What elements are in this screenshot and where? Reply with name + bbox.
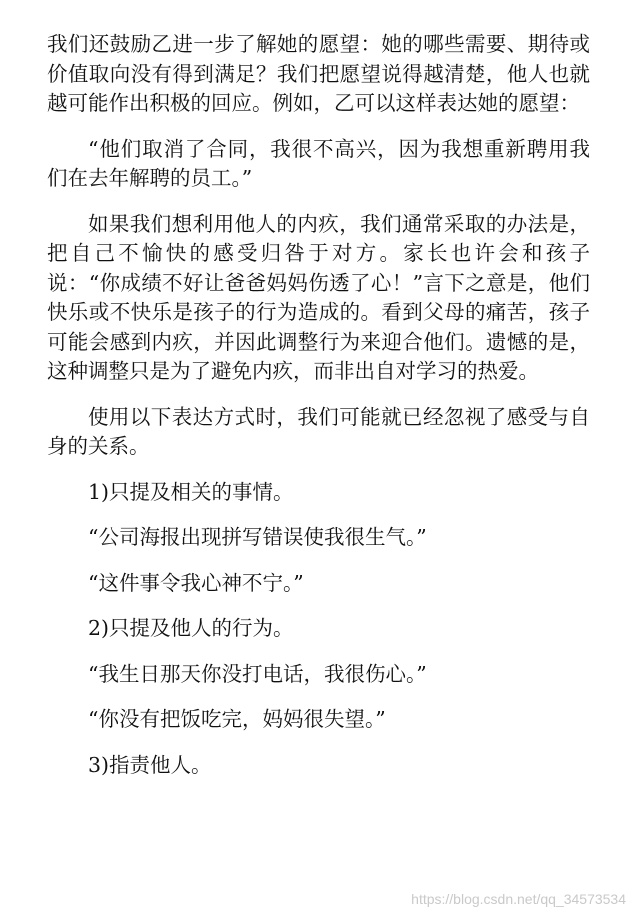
paragraph-guilt: 如果我们想利用他人的内疚，我们通常采取的办法是，把自己不愉快的感受归咎于对方。家长也许会和孩子说：“你成绩不好让爸爸妈妈伤透了心！”言下之意是，他们快乐或不快乐是孩子的行为造成的。看到父母的痛苦，孩子可能会感到内疚，并因此调整行为来迎合他们。遗憾的是，这种调整只是为了避免内疚，而非出自对学习的热爱。 [47, 211, 590, 383]
paragraph-wishes: 我们还鼓励乙进一步了解她的愿望：她的哪些需要、期待或价值取向没有得到满足？我们把愿望说得越清楚，他人也就越可能作出积极的回应。例如，乙可以这样表达她的愿望： [47, 32, 590, 115]
quote-dinner: “你没有把饭吃完，妈妈很失望。” [88, 707, 386, 731]
list-item-3: 3)指责他人。 [88, 752, 212, 777]
watermark-url: https://blog.csdn.net/qq_34573534 [411, 891, 626, 907]
list-item-1: 1)只提及相关的事情。 [88, 479, 294, 504]
list-item-2: 2)只提及他人的行为。 [88, 616, 294, 640]
quote-contract: “他们取消了合同，我很不高兴，因为我想重新聘用我们在去年解聘的员工。” [47, 136, 590, 190]
quote-uneasy: “这件事令我心神不宁。” [88, 570, 304, 595]
paragraph-expressions: 使用以下表达方式时，我们可能就已经忽视了感受与自身的关系。 [47, 404, 590, 458]
quote-birthday: “我生日那天你没打电话，我很伤心。” [88, 661, 427, 686]
quote-poster: “公司海报出现拼写错误使我很生气。” [88, 525, 427, 549]
